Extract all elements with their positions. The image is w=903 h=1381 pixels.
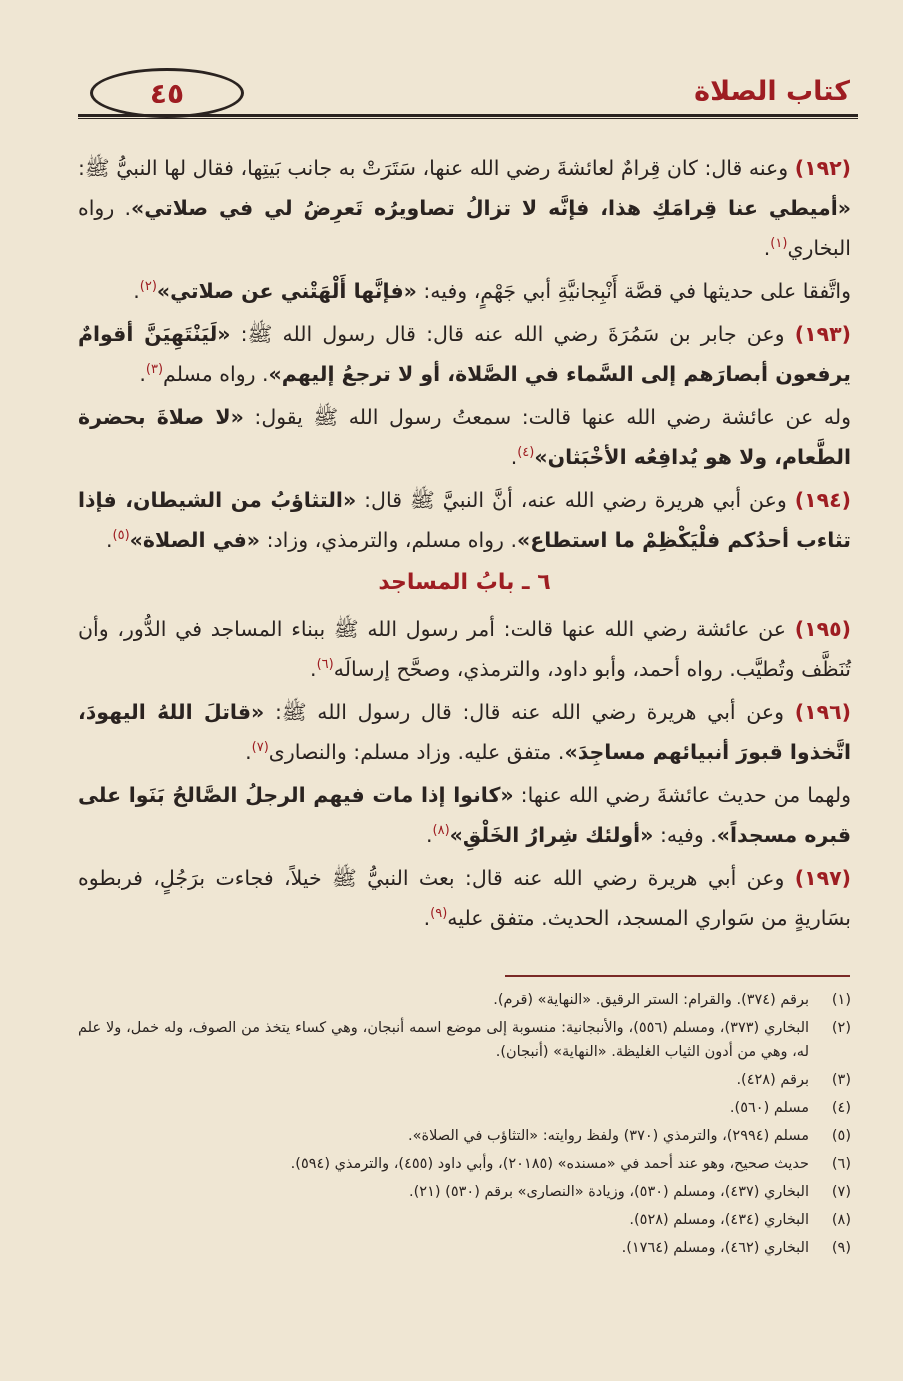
hadith-quote: «التثاؤبُ من الشيطان، فإذا تثاءب أحدُكم فلْيَكْظِمْ ما استطاع» [78,488,851,552]
footnote-number: (٥) [831,1128,851,1144]
hadith-number: (١٩٢) [794,156,851,180]
hadith-text: ولهما من حديث عائشةَ رضي الله عنها: [513,783,851,807]
footnote-number: (٩) [831,1240,851,1256]
hadith-quote: «أولئك شِرارُ الخَلْقِ» [449,823,654,847]
footnote-text: برقم (٣٧٤). والقرام: الستر الرقيق. «النهاية» (قرم). [493,992,809,1008]
hadith-quote: «أميطي عنا قِرامَكِ هذا، فإنَّه لا تزالُ تصاويرُه تَعرِضُ لي في صلاتي» [131,196,851,220]
footnote-item [78,1152,851,1176]
footnote-text: البخاري (٤٣٤)، ومسلم (٥٢٨). [629,1212,809,1228]
hadith-quote: «فإنَّها أَلْهَتْني عن صلاتي» [156,279,417,303]
hadith-text: . رواه البخاري [78,196,851,260]
footnote-text: برقم (٤٢٨). [736,1072,809,1088]
footnote-item [78,1096,851,1120]
hadith-text: وعنه قال: كان قِرامٌ لعائشةَ رضي الله عنها، سَتَرَتْ به جانب بَيتِها، فقال لها النبيُّ ﷺ: [78,156,795,180]
chapter-title: كتاب الصلاة [694,76,850,107]
footnote-ref: (٣) [145,362,164,378]
header-rule [78,114,858,117]
footnote-text: حديث صحيح، وهو عند أحمد في «مسنده» (٢٠١٨٥)، وأبي داود (٤٥٥)، والترمذي (٥٩٤). [290,1156,809,1172]
hadith-text: واتَّفقا على حديثها في قصَّة أَنْبِجانيَّةِ أبي جَهْمٍ، وفيه: [416,279,851,303]
footnote-item [78,1208,851,1232]
hadith-number: (١٩٧) [794,866,851,890]
hadith-text: وعن أبي هريرة رضي الله عنه قال: بعث النبيُّ ﷺ خيلاً، فجاءت برَجُلٍ، فربطوه بسَاريةٍ من سَواري المسجد، الحديث. متفق عليه [78,866,851,930]
hadith-192: (١٩٢) وعنه قال: كان قِرامٌ لعائشةَ رضي الله عنها، سَتَرَتْ به جانب بَيتِها، فقال لها النبيُّ ﷺ: «أميطي عنا قِرامَكِ هذا، فإنَّه لا تزالُ تصاويرُه تَعرِضُ لي في صلاتي». رواه البخاري$^{(١)}$. [78,156,851,260]
footnote-item [78,988,851,1012]
hadith-193: (١٩٣) وعن جابر بن سَمُرَةَ رضي الله عنه قال: قال رسول الله ﷺ: «لَيَنْتَهِيَنَّ أقوامٌ يرفعون أبصارَهم إلى السَّماء في الصَّلاة، أو لا ترجعُ إليهم». رواه مسلم$^{(٣)}$. [78,322,851,386]
hadith-197: (١٩٧) وعن أبي هريرة رضي الله عنه قال: بعث النبيُّ ﷺ خيلاً، فجاءت برَجُلٍ، فربطوه بسَاريةٍ من سَواري المسجد، الحديث. متفق عليه$^{(٩)}$. [78,866,851,930]
hadith-192-addendum: واتَّفقا على حديثها في قصَّة أَنْبِجانيَّةِ أبي جَهْمٍ، وفيه: «فإنَّها أَلْهَتْني عن صلاتي»$^{(٢)}$. [133,279,851,303]
hadith-text: وعن جابر بن سَمُرَةَ رضي الله عنه قال: قال رسول الله ﷺ: [230,322,795,346]
footnote-text: البخاري (٤٦٢)، ومسلم (١٧٦٤). [621,1240,809,1256]
hadith-196: (١٩٦) وعن أبي هريرة رضي الله عنه قال: قال رسول الله ﷺ: «قاتلَ اللهُ اليهودَ، اتَّخذوا قبورَ أنبيائهم مساجِدَ». متفق عليه. وزاد مسلم: والنصارى$^{(٧)}$. [78,700,851,764]
hadith-number: (١٩٤) [794,488,851,512]
footnote-text: البخاري (٣٧٣)، ومسلم (٥٥٦)، والأنبجانية: منسوبة إلى موضع اسمه أنبجان، وهي كساء يتخذ من الصوف، وله خمل، ولا علم له، وهي من أدون الثياب الغليظة. «النهاية» (أنبجان). [78,1020,810,1060]
hadith-quote: «لَيَنْتَهِيَنَّ أقوامٌ يرفعون أبصارَهم إلى السَّماء في الصَّلاة، أو لا ترجعُ إليهم» [78,322,851,386]
hadith-quote: «في الصلاة» [129,528,261,552]
hadith-194: (١٩٤) وعن أبي هريرة رضي الله عنه، أنَّ النبيَّ ﷺ قال: «التثاؤبُ من الشيطان، فإذا تثاءب أحدُكم فلْيَكْظِمْ ما استطاع». رواه مسلم، والترمذي، وزاد: «في الصلاة»$^{(٥)}$. [78,488,851,552]
footnote-ref: (٩) [430,906,448,922]
footnote-number: (٧) [831,1184,851,1200]
page-header [78,62,858,116]
hadith-text: وعن أبي هريرة رضي الله عنه قال: قال رسول الله ﷺ: [264,700,795,724]
footnote-text: مسلم (٥٦٠). [729,1100,809,1116]
footnote-separator [505,975,850,977]
footnote-number: (٦) [831,1156,851,1172]
footnote-ref: (٢) [139,279,157,295]
footnote-ref: (١) [770,236,788,252]
hadith-quote: «كانوا إذا مات فيهم الرجلُ الصَّالحُ بَنَوا على قبره مسجداً» [78,783,851,847]
hadith-text: وله عن عائشة رضي الله عنها قالت: سمعتُ رسول الله ﷺ يقول: [243,405,851,429]
hadith-quote: «قاتلَ اللهُ اليهودَ، اتَّخذوا قبورَ أنبيائهم مساجِدَ» [78,700,851,764]
hadith-text: . متفق عليه. وزاد مسلم: والنصارى [268,740,565,764]
main-text [78,148,851,941]
footnote-number: (١) [831,992,851,1008]
footnote-ref: (٨) [432,823,450,839]
footnote-item [78,1068,851,1092]
hadith-text: . رواه مسلم [163,362,269,386]
hadith-number: (١٩٦) [794,700,851,724]
hadith-number: (١٩٥) [794,617,851,641]
footnote-number: (٢) [831,1020,851,1036]
hadith-text: . وفيه: [653,823,717,847]
footnote-number: (٣) [831,1072,851,1088]
footnote-item [78,1016,851,1064]
footnote-text: البخاري (٤٣٧)، ومسلم (٥٣٠)، وزيادة «النصارى» برقم (٥٣٠) (٢١). [409,1184,809,1200]
footnote-ref: (٤) [517,445,535,461]
hadith-196-addendum: ولهما من حديث عائشةَ رضي الله عنها: «كانوا إذا مات فيهم الرجلُ الصَّالحُ بَنَوا على قبره مسجداً». وفيه: «أولئك شِرارُ الخَلْقِ»$^{(٨)}$. [78,783,851,847]
footnotes [78,988,851,1264]
hadith-text: وعن أبي هريرة رضي الله عنه، أنَّ النبيَّ ﷺ قال: [356,488,795,512]
hadith-195: (١٩٥) عن عائشة رضي الله عنها قالت: أمر رسول الله ﷺ ببناء المساجد في الدُّور، وأن تُنَظَّف وتُطيَّب. رواه أحمد، وأبو داود، والترمذي، وصحَّح إرسالَه$^{(٦)}$. [78,617,851,681]
footnote-ref: (٥) [112,528,130,544]
footnote-item [78,1180,851,1204]
footnote-number: (٨) [831,1212,851,1228]
footnote-item [78,1124,851,1148]
section-heading: ٦ ـ بابُ المساجد [378,570,551,595]
page-number: ٤٥ [90,68,244,118]
hadith-number: (١٩٣) [794,322,851,346]
hadith-193-addendum: وله عن عائشة رضي الله عنها قالت: سمعتُ رسول الله ﷺ يقول: «لا صلاةَ بحضرة الطَّعام، ولا هو يُدافِعُه الأخْبَثان»$^{(٤)}$. [78,405,851,469]
hadith-quote: «لا صلاةَ بحضرة الطَّعام، ولا هو يُدافِعُه الأخْبَثان» [78,405,851,469]
footnote-item [78,1236,851,1260]
footnote-text: مسلم (٢٩٩٤)، والترمذي (٣٧٠) ولفظ روايته: «التثاؤب في الصلاة». [408,1128,809,1144]
footnote-number: (٤) [831,1100,851,1116]
footnote-ref: (٧) [251,740,269,756]
header-rule-thin [78,118,858,119]
footnote-ref: (٦) [316,657,334,673]
hadith-text: عن عائشة رضي الله عنها قالت: أمر رسول الله ﷺ ببناء المساجد في الدُّور، وأن تُنَظَّف وتُطيَّب. رواه أحمد، وأبو داود، والترمذي، وصحَّح إرسالَه [78,617,851,681]
hadith-text: . رواه مسلم، والترمذي، وزاد: [260,528,517,552]
